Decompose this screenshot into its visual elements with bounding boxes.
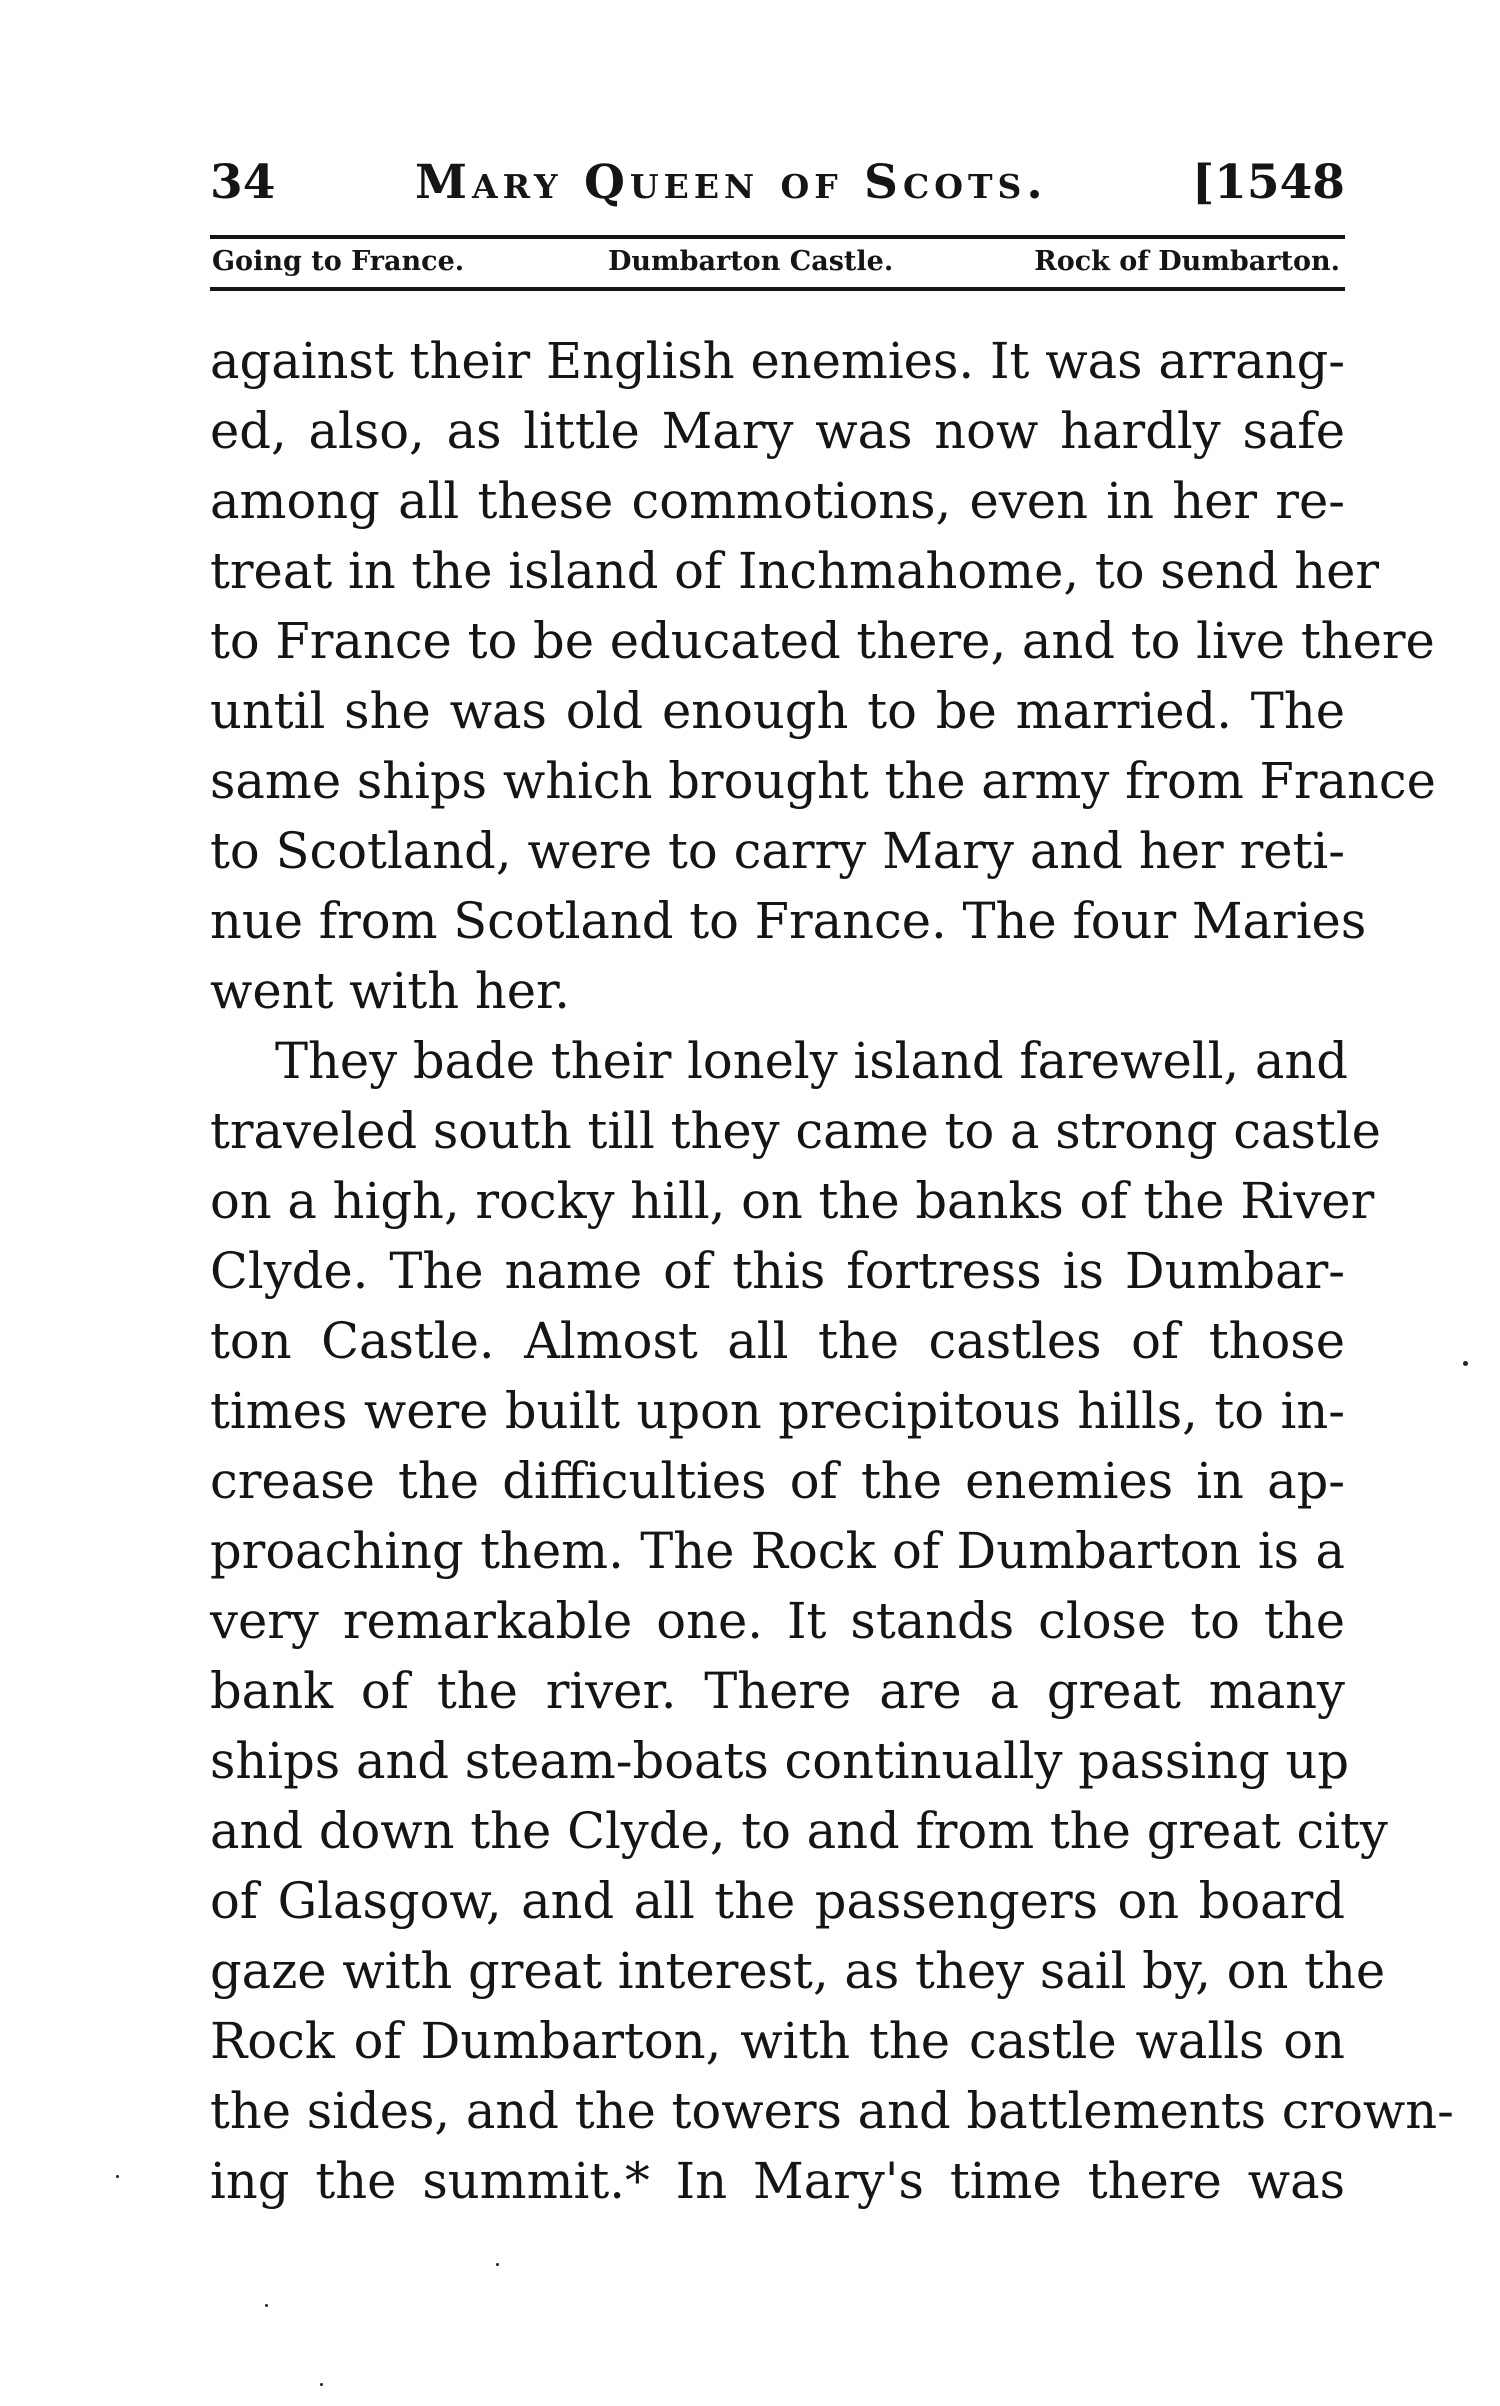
sidenote-dumbarton-castle: Dumbarton Castle. [608,246,894,277]
paragraph-1 [210,326,1436,1026]
scan-speck [496,2263,499,2266]
text-line: nue from Scotland to France. The four Maries [210,892,1367,950]
text-line: treat in the island of Inchmahome, to send her [210,542,1380,600]
sidenote-going-to-france: Going to France. [212,246,465,277]
text-line: Clyde. The name of this fortress is Dumbar- [210,1242,1345,1300]
text-line: traveled south till they came to a strong castle [210,1102,1381,1160]
sidenote-rock-of-dumbarton: Rock of Dumbarton. [1034,246,1340,277]
text-line: They bade their lonely island farewell, and [275,1032,1348,1090]
scan-speck [320,2383,323,2386]
text-line: bank of the river. There are a great many [210,1662,1345,1720]
text-line: ing the summit.* In Mary's time there was [210,2152,1345,2210]
header-rule-top [210,235,1345,239]
text-line: times were built upon precipitous hills, to in- [210,1382,1345,1440]
text-line: against their English enemies. It was arrang- [210,332,1345,390]
text-line: on a high, rocky hill, on the banks of the River [210,1172,1375,1230]
running-head [205,150,1345,216]
text-line: Rock of Dumbarton, with the castle walls on [210,2012,1345,2070]
text-line: the sides, and the towers and battlements crown- [210,2082,1454,2140]
header-rule-bottom [210,287,1345,291]
year-marker: [1548 [1191,155,1345,210]
scan-speck [116,2175,119,2178]
text-line: to France to be educated there, and to live there [210,612,1435,670]
book-title: Mary Queen of Scots. [415,155,1048,210]
text-line: among all these commotions, even in her re- [210,472,1345,530]
text-line: ed, also, as little Mary was now hardly safe [210,402,1345,460]
paragraph-2 [210,1026,1454,2216]
text-line: proaching them. The Rock of Dumbarton is a [210,1522,1345,1580]
text-line: crease the difficulties of the enemies in ap- [210,1452,1345,1510]
text-line: ships and steam-boats continually passing up [210,1732,1350,1790]
text-line: went with her. [210,962,571,1020]
page-body-text [210,326,1454,2216]
page-number: 34 [210,155,276,210]
text-line: gaze with great interest, as they sail by, on the [210,1942,1386,2000]
text-line: of Glasgow, and all the passengers on board [210,1872,1345,1930]
text-line: very remarkable one. It stands close to the [210,1592,1345,1650]
text-line: same ships which brought the army from France [210,752,1436,810]
text-line: ton Castle. Almost all the castles of those [210,1312,1345,1370]
text-line: until she was old enough to be married. The [210,682,1345,740]
text-line: and down the Clyde, to and from the great city [210,1802,1388,1860]
scan-speck [1463,1361,1468,1366]
scan-speck [265,2304,268,2307]
text-line: to Scotland, were to carry Mary and her reti- [210,822,1345,880]
